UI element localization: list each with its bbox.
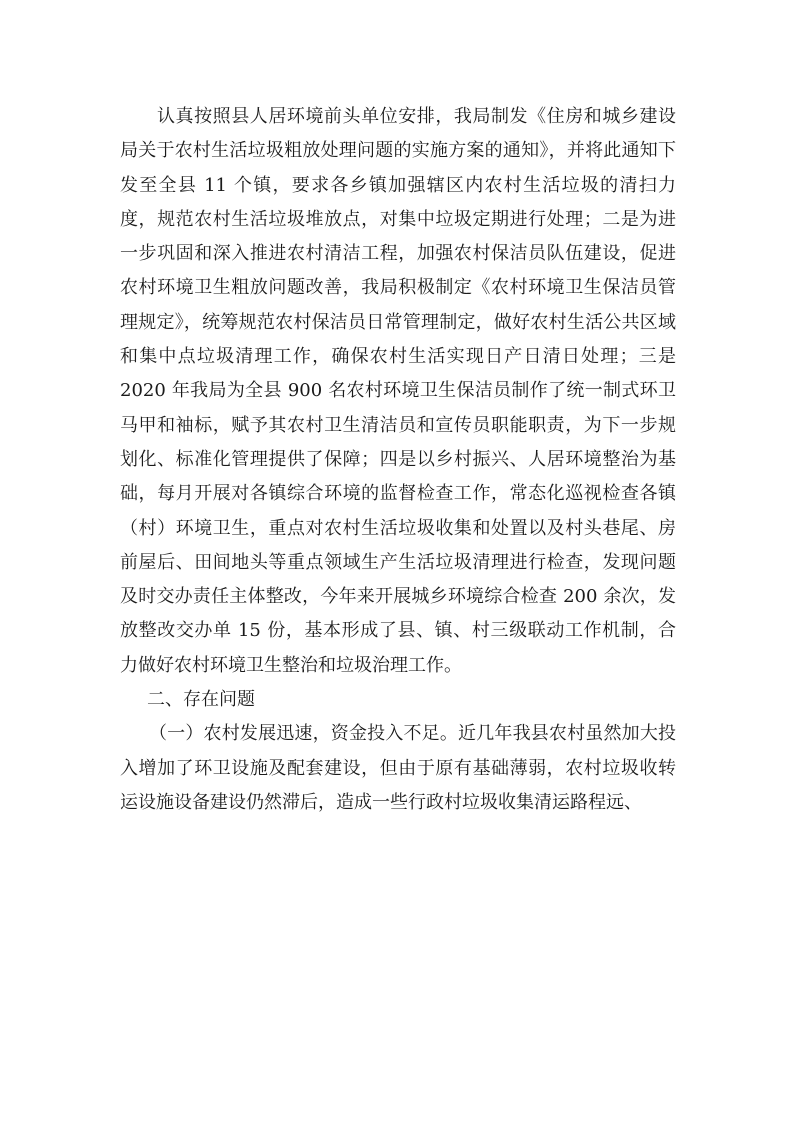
document-body xyxy=(120,100,676,820)
subsection-paragraph: （一）农村发展迅速，资金投入不足。近几年我县农村虽然加大投入增加了环卫设施及配套建设，但由于原有基础薄弱，农村垃圾收转运设施设备建设仍然滞后，造成一些行政村垃圾收集清运路程远、 xyxy=(120,723,676,813)
body-paragraph: 认真按照县人居环境前头单位安排，我局制发《住房和城乡建设局关于农村生活垃圾粗放处理问题的实施方案的通知》，并将此通知下发至全县 11 个镇，要求各乡镇加强辖区内农村生活垃圾的清扫力度，规范农村生活垃圾堆放点，对集中垃圾定期进行处理；二是为进一步巩固和深入推进农村清洁工程，加强农村保洁员队伍建设，促进农村环境卫生粗放问题改善，我局积极制定《农村环境卫生保洁员管理规定》，统筹规范农村保洁员日常管理制定，做好农村生活公共区域和集中点垃圾清理工作，确保农村生活实现日产日清日处理；三是 2020 年我局为全县 900 名农村环境卫生保洁员制作了统一制式环卫马甲和袖标，赋予其农村卫生清洁员和宣传员职能职责，为下一步规划化、标准化管理提供了保障；四是以乡村振兴、人居环境整治为基础，每月开展对各镇综合环境的监督检查工作，常态化巡视检查各镇（村）环境卫生，重点对农村生活垃圾收集和处置以及村头巷尾、房前屋后、田间地头等重点领域生产生活垃圾清理进行检查，发现问题及时交办责任主体整改，今年来开展城乡环境综合检查 200 余次，发放整改交办单 15 份，基本形成了县、镇、村三级联动工作机制，合力做好农村环境卫生整治和垃圾治理工作。 xyxy=(120,106,676,676)
section-heading: 二、存在问题 xyxy=(147,689,255,711)
